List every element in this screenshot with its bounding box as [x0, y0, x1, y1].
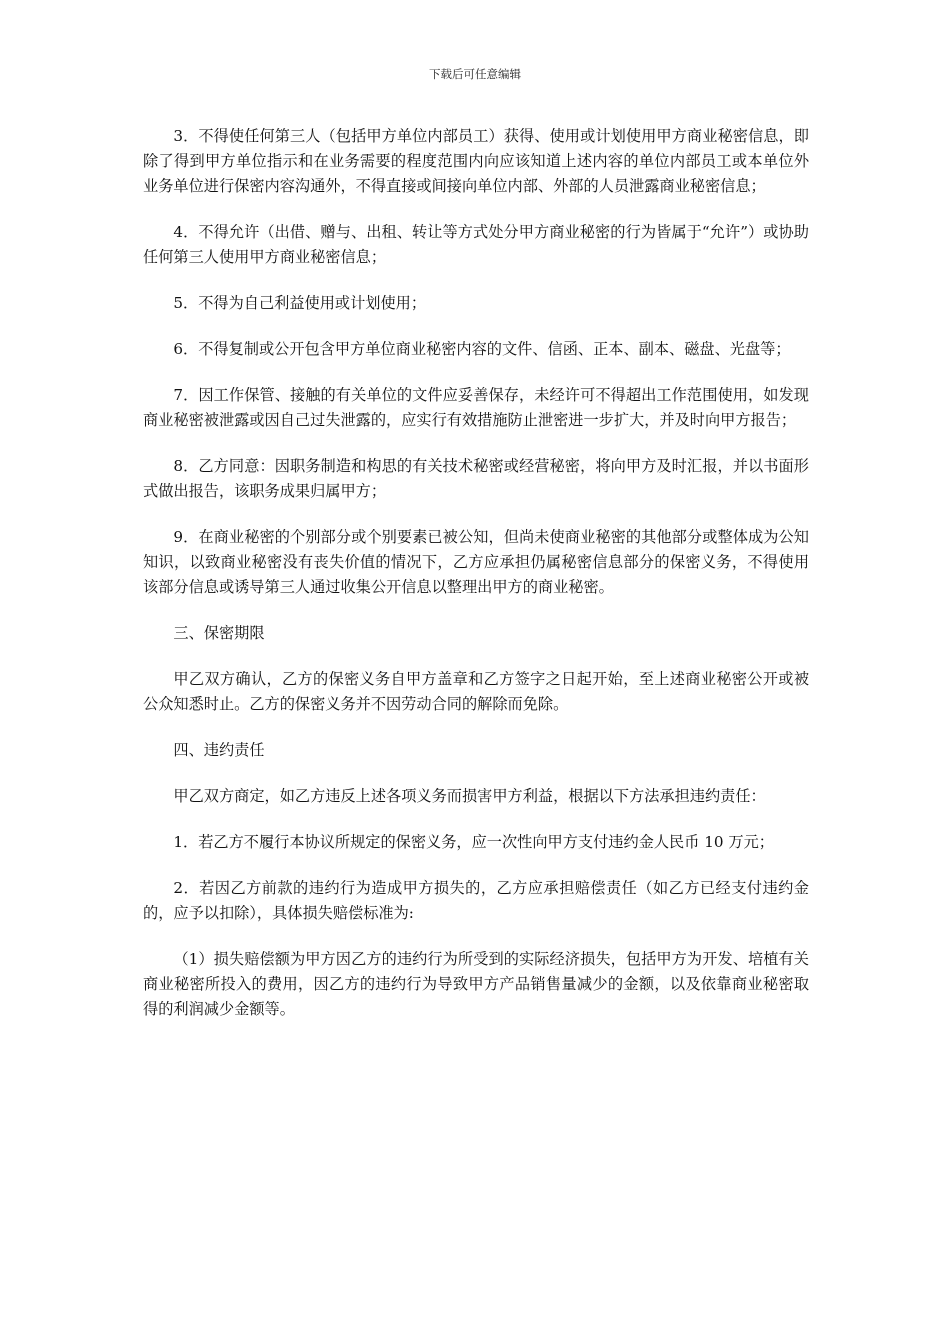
clause-6-paragraph: 6．不得复制或公开包含甲方单位商业秘密内容的文件、信函、正本、副本、磁盘、光盘等；	[173, 340, 791, 358]
section-heading-confidentiality-period: 三、保密期限	[173, 624, 265, 642]
clause-3-paragraph: 3．不得使任何第三人（包括甲方单位内部员工）获得、使用或计划使用甲方商业秘密信息，即除了得到甲方单位指示和在业务需要的程度范围内向应该知道上述内容的单位内部员工或本单位外业务单位进行保密内容沟通外，不得直接或间接向单位内部、外部的人员泄露商业秘密信息；	[143, 127, 809, 195]
clause-8-paragraph: 8．乙方同意：因职务制造和构思的有关技术秘密或经营秘密，将向甲方及时汇报，并以书面形式做出报告，该职务成果归属甲方；	[143, 457, 809, 500]
liability-subitem-1-paragraph: （1）损失赔偿额为甲方因乙方的违约行为所受到的实际经济损失，包括甲方为开发、培植有关商业秘密所投入的费用，因乙方的违约行为导致甲方产品销售量减少的金额，以及依靠商业秘密取得的利润减少金额等。	[143, 950, 809, 1018]
page-header: 下载后可任意编辑	[429, 67, 521, 81]
liability-intro-paragraph: 甲乙双方商定，如乙方违反上述各项义务而损害甲方利益，根据以下方法承担违约责任：	[173, 787, 766, 805]
clause-7-paragraph: 7．因工作保管、接触的有关单位的文件应妥善保存，未经许可不得超出工作范围使用，如发现商业秘密被泄露或因自己过失泄露的，应实行有效措施防止泄密进一步扩大，并及时向甲方报告；	[143, 386, 809, 429]
clause-9-paragraph: 9．在商业秘密的个别部分或个别要素已被公知，但尚未使商业秘密的其他部分或整体成为公知知识，以致商业秘密没有丧失价值的情况下，乙方应承担仍属秘密信息部分的保密义务，不得使用该部分信息或诱导第三人通过收集公开信息以整理出甲方的商业秘密。	[143, 528, 809, 596]
clause-5-paragraph: 5．不得为自己利益使用或计划使用；	[173, 294, 427, 312]
section-heading-liability: 四、违约责任	[173, 741, 265, 759]
liability-item-1-paragraph: 1．若乙方不履行本协议所规定的保密义务，应一次性向甲方支付违约金人民币 10 万元；	[173, 833, 774, 851]
clause-4-paragraph: 4．不得允许（出借、赠与、出租、转让等方式处分甲方商业秘密的行为皆属于“允许”）或协助任何第三人使用甲方商业秘密信息；	[143, 223, 809, 266]
confidentiality-period-paragraph: 甲乙双方确认，乙方的保密义务自甲方盖章和乙方签字之日起开始，至上述商业秘密公开或被公众知悉时止。乙方的保密义务并不因劳动合同的解除而免除。	[143, 670, 809, 713]
document-body	[143, 124, 809, 1022]
liability-item-2-paragraph: 2．若因乙方前款的违约行为造成甲方损失的，乙方应承担赔偿责任（如乙方已经支付违约金的，应予以扣除），具体损失赔偿标准为:	[143, 879, 809, 922]
